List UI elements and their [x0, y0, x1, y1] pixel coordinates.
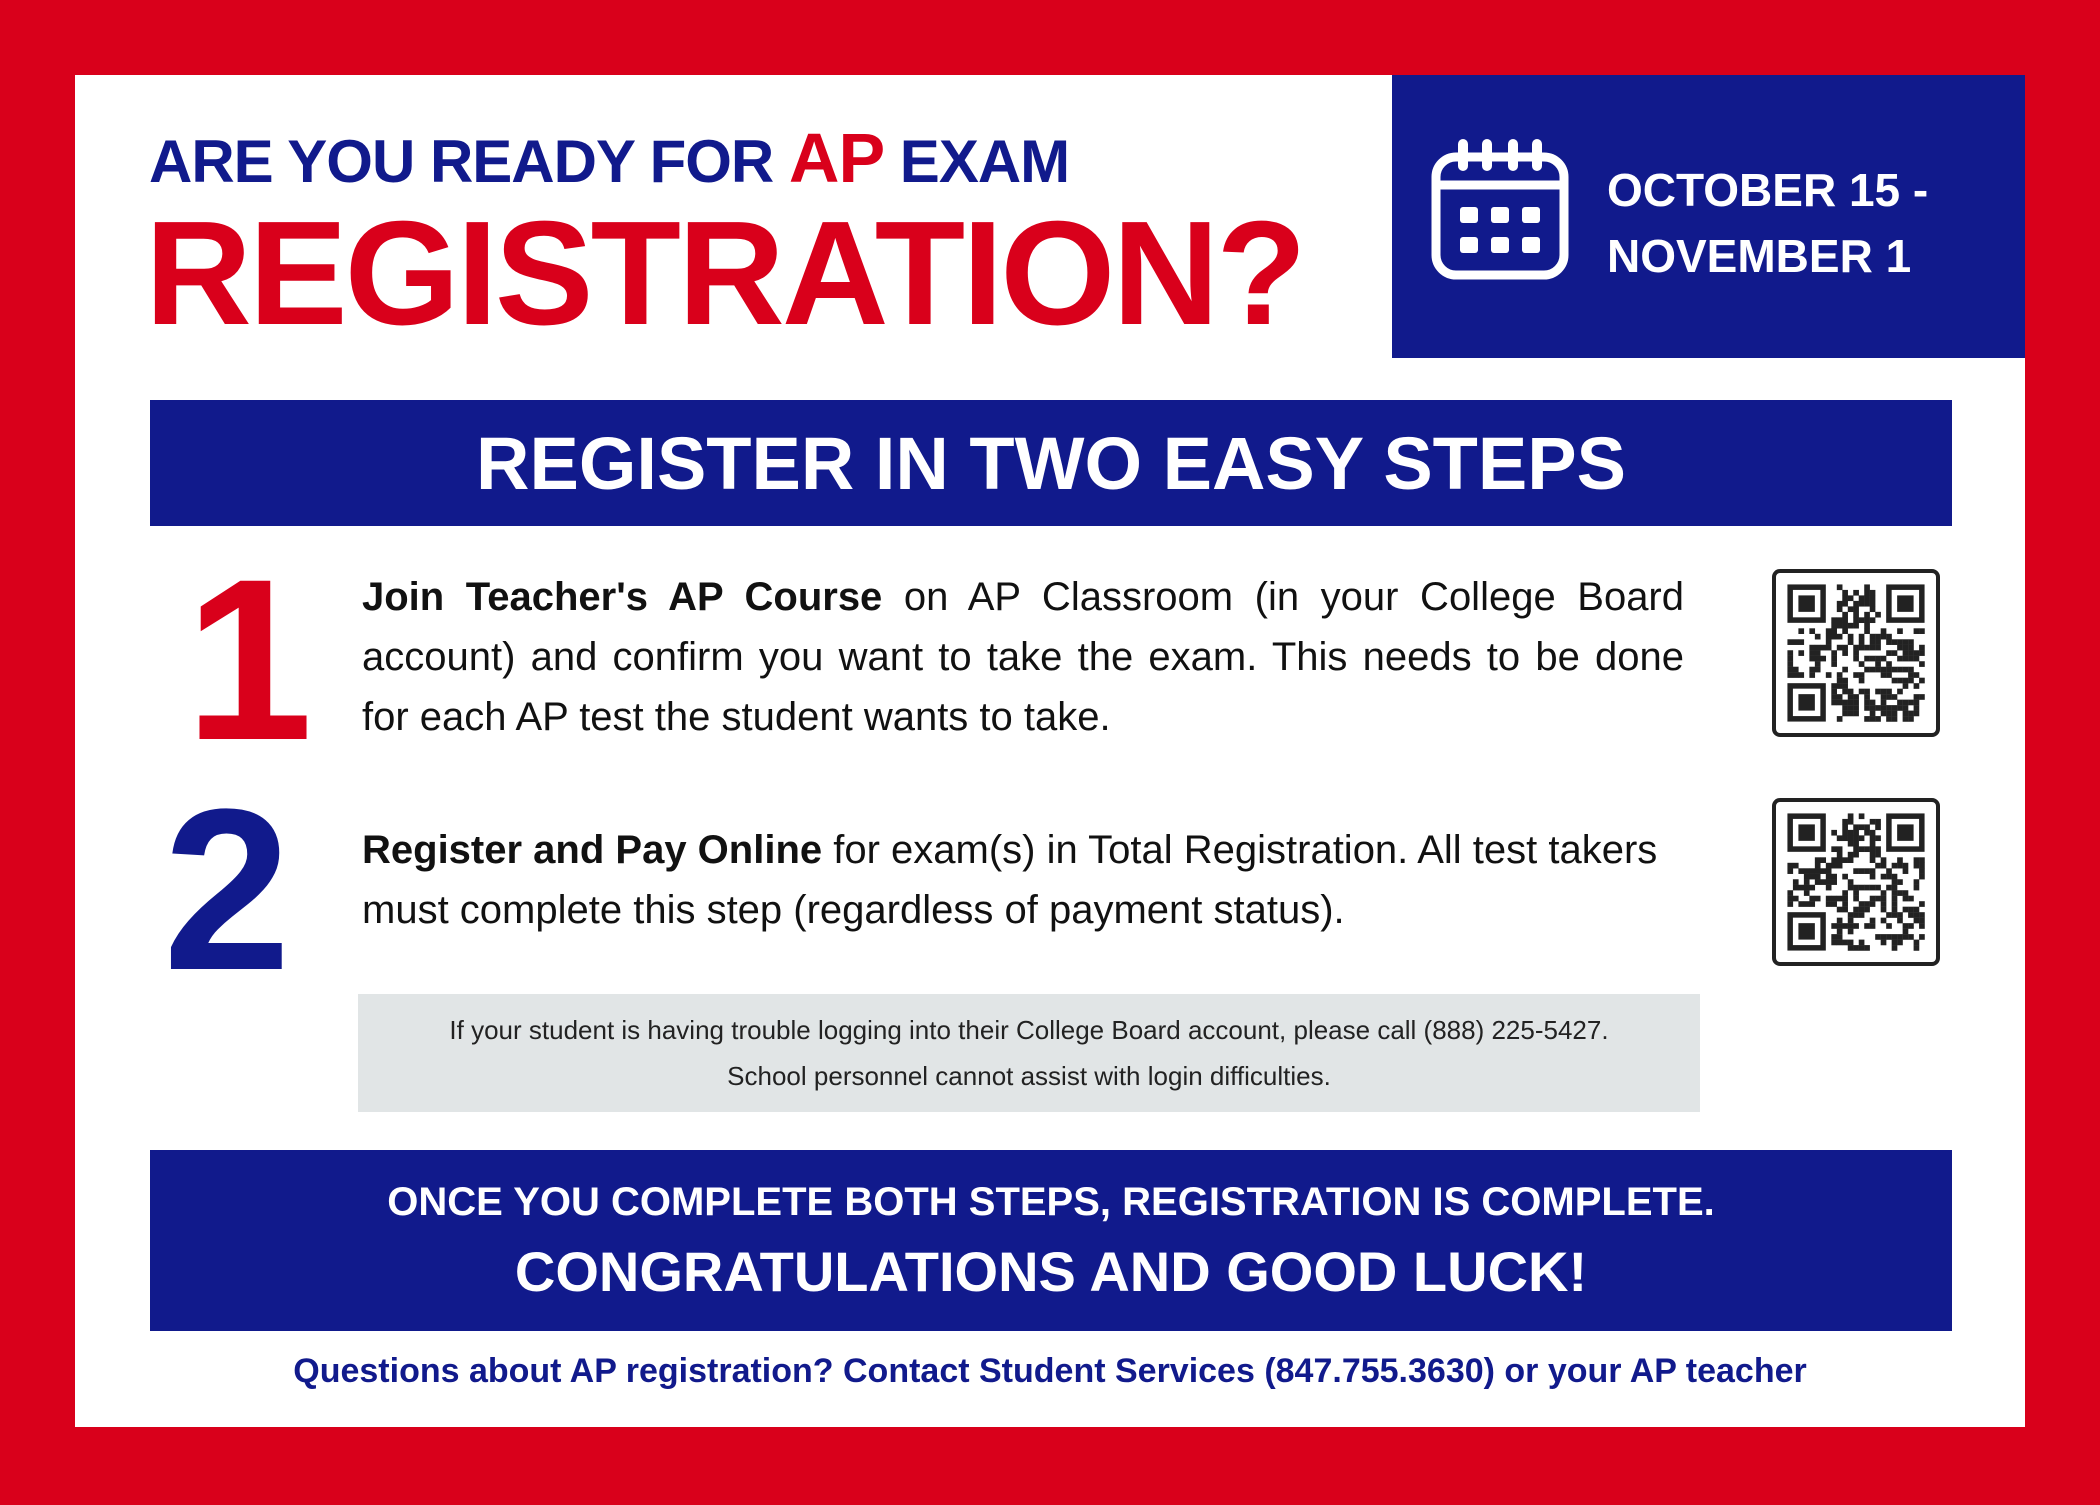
date-box [1392, 75, 2025, 358]
qr-code-step-1[interactable] [1772, 569, 1940, 737]
completion-line-1: ONCE YOU COMPLETE BOTH STEPS, REGISTRATION IS COMPLETE. [387, 1179, 1715, 1224]
date-end: NOVEMBER 1 [1607, 230, 1912, 282]
step-2-bold: Register and Pay Online [362, 828, 823, 872]
login-help-note [358, 994, 1700, 1112]
step-1-bold: Join Teacher's AP Course [362, 575, 883, 619]
calendar-icon [1430, 133, 1570, 283]
step-1-text: Join Teacher's AP Course on AP Classroom (in your College Board account) and confirm you want to take the exam. This needs to be done for each AP test the student wants to take. [362, 575, 1684, 739]
flyer-card [75, 75, 2025, 1427]
headline-ap-accent: AP [788, 119, 885, 197]
step-1-number: 1 [185, 531, 313, 788]
qr-code-step-2[interactable] [1772, 798, 1940, 966]
completion-line-2: CONGRATULATIONS AND GOOD LUCK! [514, 1239, 1588, 1303]
steps-banner: REGISTER IN TWO EASY STEPS [150, 400, 1952, 526]
date-start: OCTOBER 15 - [1607, 164, 1929, 216]
headline-registration: REGISTRATION? [145, 191, 1304, 356]
note-line-1: If your student is having trouble logging into their College Board account, please call (888) 225-5427. [449, 1015, 1609, 1045]
date-range [1607, 157, 1928, 289]
headline-line1: ARE YOU READY FOR AP EXAM [149, 119, 1070, 197]
note-line-2: School personnel cannot assist with login difficulties. [727, 1061, 1331, 1091]
step-2-text: Register and Pay Online for exam(s) in Total Registration. All test takers must complete this step (regardless of payment status). [362, 828, 1658, 932]
step-2-number: 2 [163, 761, 291, 1018]
contact-footer: Questions about AP registration? Contact Student Services (847.755.3630) or your AP teacher [293, 1352, 1807, 1390]
completion-banner [150, 1150, 1952, 1331]
